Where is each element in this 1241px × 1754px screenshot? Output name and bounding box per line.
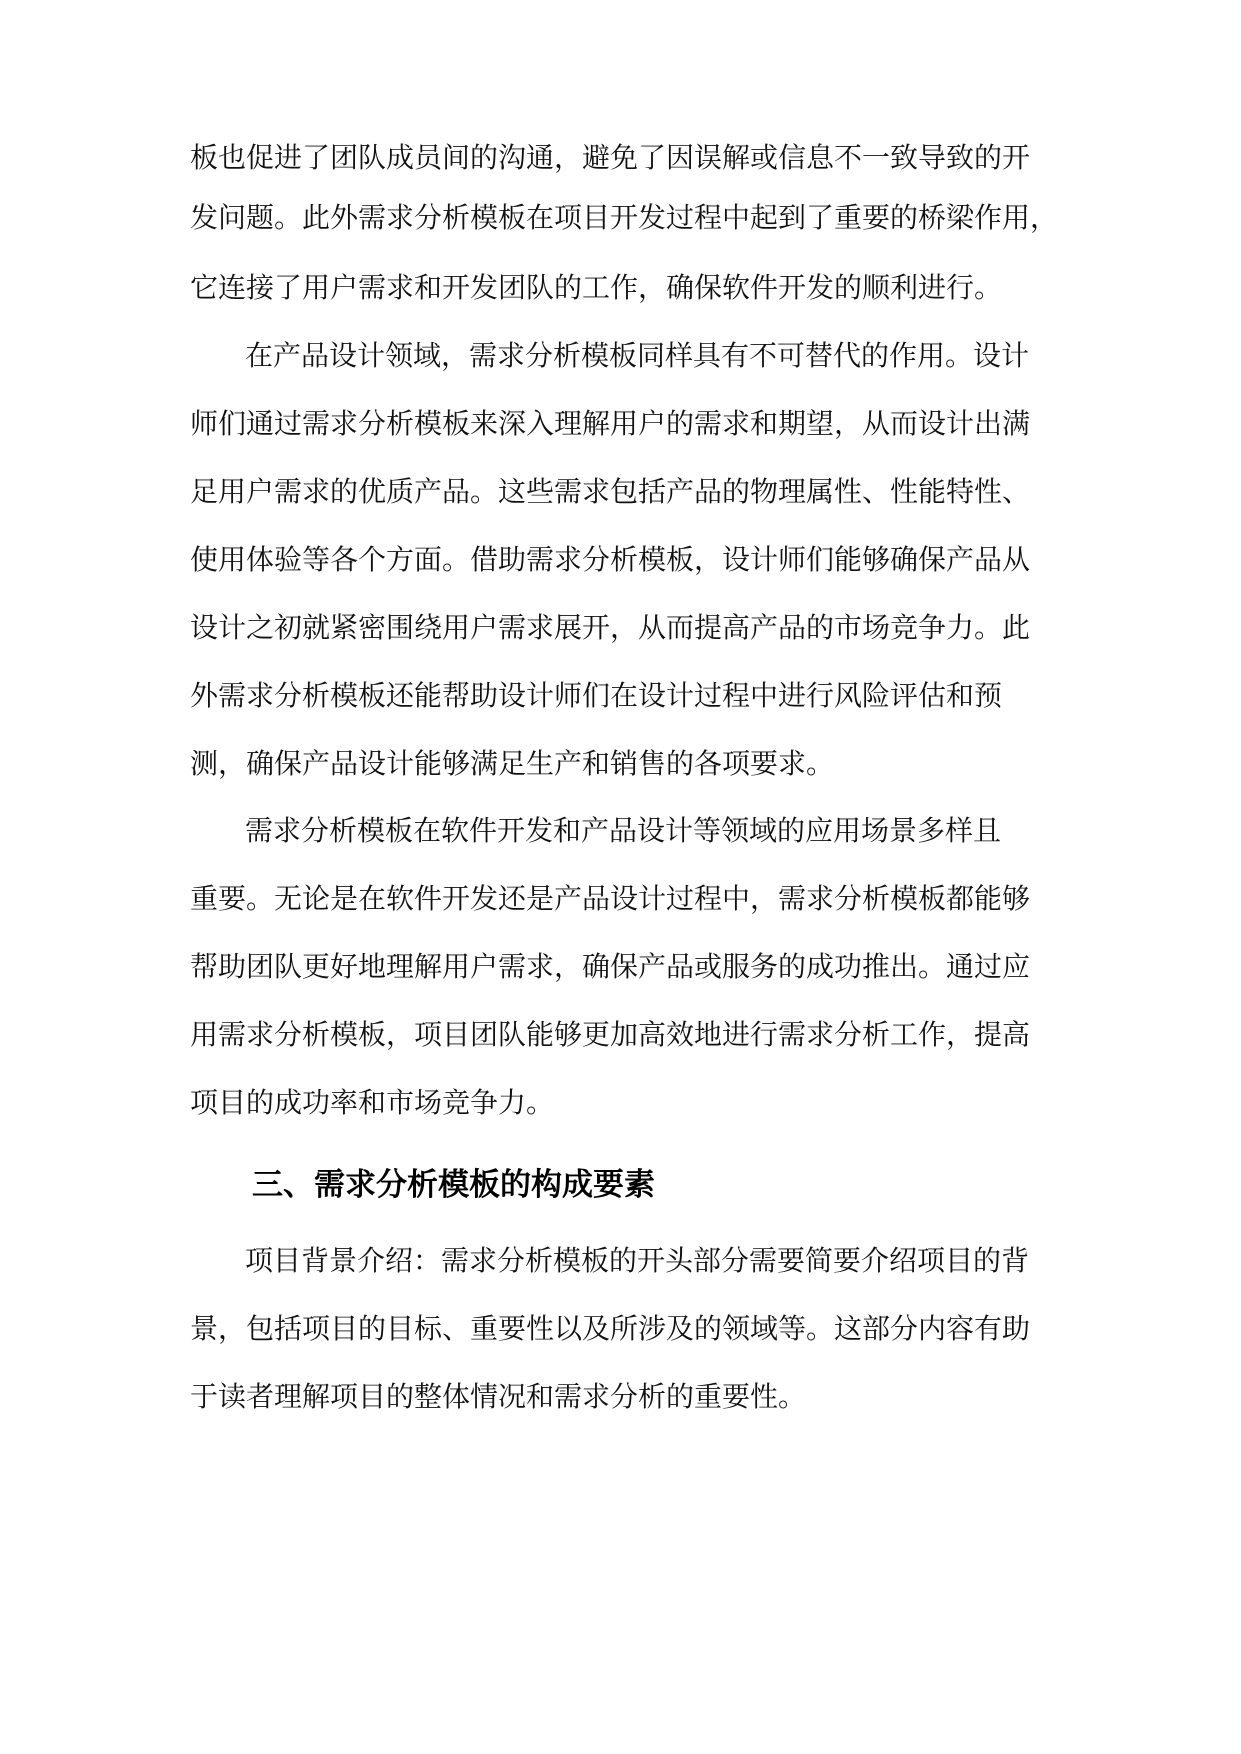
text-line: 板也促进了团队成员间的沟通，避免了因误解或信息不一致导致的开 xyxy=(190,141,1031,174)
text-line: 项目背景介绍：需求分析模板的开头部分需要简要介绍项目的背 xyxy=(245,1244,1030,1277)
text-line: 发问题。此外需求分析模板在项目开发过程中起到了重要的桥梁作用， xyxy=(190,201,1059,234)
text-line: 重要。无论是在软件开发还是产品设计过程中，需求分析模板都能够 xyxy=(190,882,1031,915)
text-line: 项目的成功率和市场竞争力。 xyxy=(190,1086,555,1119)
text-line: 景，包括项目的目标、重要性以及所涉及的领域等。这部分内容有助 xyxy=(190,1312,1031,1345)
text-line: 于读者理解项目的整体情况和需求分析的重要性。 xyxy=(190,1380,807,1413)
text-line: 设计之初就紧密围绕用户需求展开，从而提高产品的市场竞争力。此 xyxy=(190,611,1031,644)
text-line: 需求分析模板在软件开发和产品设计等领域的应用场景多样且 xyxy=(245,814,1002,847)
section-heading: 三、需求分析模板的构成要素 xyxy=(252,1167,655,1203)
text-line: 测，确保产品设计能够满足生产和销售的各项要求。 xyxy=(190,747,835,780)
text-line: 它连接了用户需求和开发团队的工作，确保软件开发的顺利进行。 xyxy=(190,271,1003,304)
text-line: 足用户需求的优质产品。这些需求包括产品的物理属性、性能特性、 xyxy=(190,475,1031,508)
text-line: 用需求分析模板，项目团队能够更加高效地进行需求分析工作，提高 xyxy=(190,1018,1031,1051)
text-line: 使用体验等各个方面。借助需求分析模板，设计师们能够确保产品从 xyxy=(190,543,1031,576)
text-line: 师们通过需求分析模板来深入理解用户的需求和期望，从而设计出满 xyxy=(190,407,1031,440)
text-line: 在产品设计领域，需求分析模板同样具有不可替代的作用。设计 xyxy=(245,339,1030,372)
text-line: 外需求分析模板还能帮助设计师们在设计过程中进行风险评估和预 xyxy=(190,679,1003,712)
text-line: 帮助团队更好地理解用户需求，确保产品或服务的成功推出。通过应 xyxy=(190,950,1031,983)
